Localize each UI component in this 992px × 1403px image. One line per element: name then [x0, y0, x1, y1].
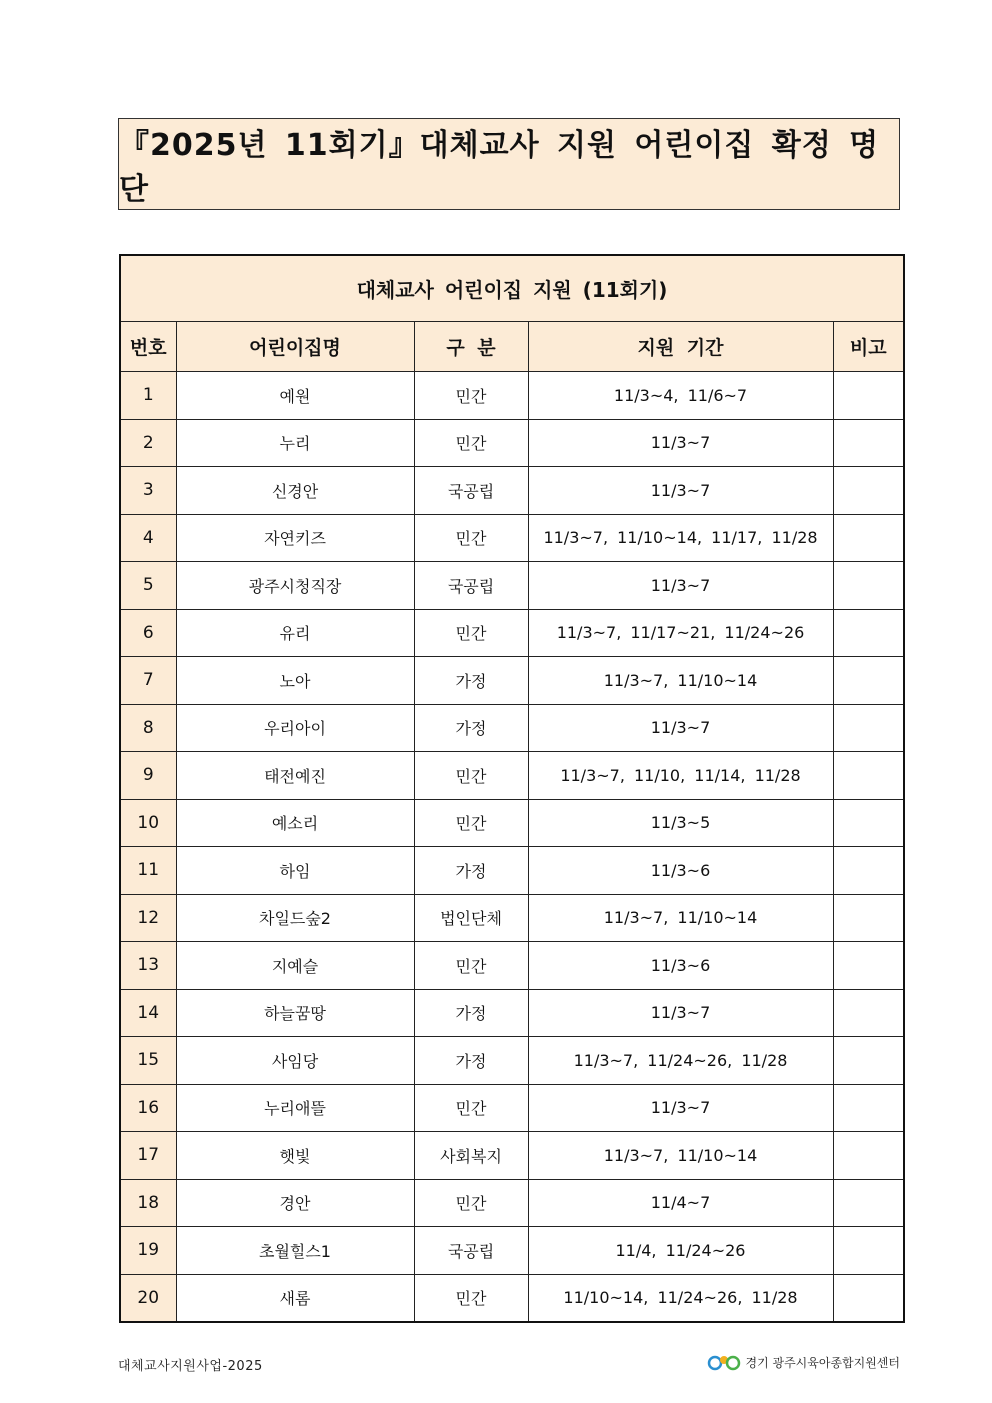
cell-daycare-name: 햇빛	[176, 1132, 414, 1180]
cell-number: 9	[120, 752, 176, 800]
table-row	[120, 1084, 904, 1132]
table-row	[120, 799, 904, 847]
cell-type: 민간	[414, 799, 528, 847]
cell-number: 2	[120, 419, 176, 467]
cell-daycare-name: 자연키즈	[176, 514, 414, 562]
cell-note	[833, 752, 904, 800]
cell-number: 19	[120, 1227, 176, 1275]
cell-daycare-name: 누리	[176, 419, 414, 467]
cell-daycare-name: 광주시청직장	[176, 562, 414, 610]
column-header-name: 어린이집명	[176, 322, 414, 372]
cell-type: 민간	[414, 372, 528, 420]
cell-note	[833, 1084, 904, 1132]
cell-daycare-name: 하늘꿈땅	[176, 989, 414, 1037]
cell-support-period: 11/3~7	[528, 562, 833, 610]
cell-note	[833, 419, 904, 467]
cell-type: 민간	[414, 609, 528, 657]
table-row	[120, 1037, 904, 1085]
cell-number: 5	[120, 562, 176, 610]
cell-number: 7	[120, 657, 176, 705]
cell-number: 10	[120, 799, 176, 847]
cell-note	[833, 942, 904, 990]
cell-support-period: 11/3~7, 11/10~14	[528, 1132, 833, 1180]
cell-support-period: 11/3~7, 11/17~21, 11/24~26	[528, 609, 833, 657]
cell-note	[833, 609, 904, 657]
cell-note	[833, 1037, 904, 1085]
cell-type: 가정	[414, 989, 528, 1037]
cell-daycare-name: 지예슬	[176, 942, 414, 990]
cell-support-period: 11/3~7	[528, 467, 833, 515]
table-row	[120, 894, 904, 942]
cell-daycare-name: 누리애뜰	[176, 1084, 414, 1132]
cell-note	[833, 1227, 904, 1275]
center-logo-icon	[707, 1353, 741, 1371]
cell-note	[833, 657, 904, 705]
column-header-number: 번호	[120, 322, 176, 372]
cell-daycare-name: 우리아이	[176, 704, 414, 752]
cell-daycare-name: 새롬	[176, 1274, 414, 1322]
cell-support-period: 11/3~7, 11/10~14	[528, 657, 833, 705]
cell-support-period: 11/4, 11/24~26	[528, 1227, 833, 1275]
cell-type: 민간	[414, 1274, 528, 1322]
cell-number: 12	[120, 894, 176, 942]
cell-type: 가정	[414, 847, 528, 895]
cell-type: 법인단체	[414, 894, 528, 942]
table-caption: 대체교사 어린이집 지원 (11회기)	[120, 255, 904, 322]
cell-daycare-name: 경안	[176, 1179, 414, 1227]
cell-daycare-name: 유리	[176, 609, 414, 657]
table-row	[120, 1274, 904, 1322]
cell-note	[833, 1274, 904, 1322]
cell-number: 4	[120, 514, 176, 562]
cell-note	[833, 372, 904, 420]
cell-type: 사회복지	[414, 1132, 528, 1180]
table-row	[120, 657, 904, 705]
table-row	[120, 752, 904, 800]
cell-support-period: 11/10~14, 11/24~26, 11/28	[528, 1274, 833, 1322]
cell-type: 국공립	[414, 562, 528, 610]
table-row	[120, 1179, 904, 1227]
cell-type: 민간	[414, 752, 528, 800]
cell-type: 가정	[414, 1037, 528, 1085]
cell-number: 20	[120, 1274, 176, 1322]
table-row	[120, 467, 904, 515]
table-row	[120, 847, 904, 895]
cell-daycare-name: 예소리	[176, 799, 414, 847]
cell-support-period: 11/3~4, 11/6~7	[528, 372, 833, 420]
column-header-period: 지원 기간	[528, 322, 833, 372]
cell-support-period: 11/3~7	[528, 704, 833, 752]
table-row	[120, 562, 904, 610]
table-row	[120, 704, 904, 752]
cell-support-period: 11/4~7	[528, 1179, 833, 1227]
cell-number: 1	[120, 372, 176, 420]
table-body	[120, 372, 904, 1323]
cell-type: 민간	[414, 1084, 528, 1132]
cell-support-period: 11/3~7	[528, 989, 833, 1037]
cell-type: 가정	[414, 657, 528, 705]
cell-number: 16	[120, 1084, 176, 1132]
cell-note	[833, 1132, 904, 1180]
table-row	[120, 942, 904, 990]
cell-note	[833, 467, 904, 515]
cell-number: 14	[120, 989, 176, 1037]
cell-support-period: 11/3~7, 11/10~14, 11/17, 11/28	[528, 514, 833, 562]
cell-note	[833, 847, 904, 895]
cell-number: 15	[120, 1037, 176, 1085]
cell-note	[833, 989, 904, 1037]
cell-note	[833, 1179, 904, 1227]
footer-project-label: 대체교사지원사업-2025	[118, 1359, 263, 1374]
footer-organization-name: 경기 광주시육아종합지원센터	[745, 1355, 900, 1370]
cell-note	[833, 562, 904, 610]
cell-daycare-name: 하임	[176, 847, 414, 895]
cell-number: 13	[120, 942, 176, 990]
document-title: 『2025년 11회기』대체교사 지원 어린이집 확정 명단	[119, 128, 880, 207]
cell-number: 3	[120, 467, 176, 515]
cell-support-period: 11/3~7, 11/10, 11/14, 11/28	[528, 752, 833, 800]
cell-daycare-name: 차일드숲2	[176, 894, 414, 942]
cell-daycare-name: 예원	[176, 372, 414, 420]
table-row	[120, 372, 904, 420]
cell-support-period: 11/3~5	[528, 799, 833, 847]
column-header-note: 비고	[833, 322, 904, 372]
table-row	[120, 989, 904, 1037]
cell-daycare-name: 노아	[176, 657, 414, 705]
roster-table	[119, 254, 905, 1323]
cell-note	[833, 799, 904, 847]
table-row	[120, 514, 904, 562]
cell-note	[833, 894, 904, 942]
table-row	[120, 609, 904, 657]
table-row	[120, 1132, 904, 1180]
cell-number: 6	[120, 609, 176, 657]
cell-type: 국공립	[414, 467, 528, 515]
column-header-type: 구 분	[414, 322, 528, 372]
cell-type: 가정	[414, 704, 528, 752]
cell-number: 17	[120, 1132, 176, 1180]
cell-type: 민간	[414, 942, 528, 990]
cell-number: 18	[120, 1179, 176, 1227]
table-row	[120, 419, 904, 467]
cell-support-period: 11/3~6	[528, 942, 833, 990]
cell-support-period: 11/3~7	[528, 1084, 833, 1132]
cell-number: 8	[120, 704, 176, 752]
cell-daycare-name: 사임당	[176, 1037, 414, 1085]
document-title-box	[118, 118, 900, 210]
cell-type: 민간	[414, 419, 528, 467]
cell-note	[833, 704, 904, 752]
cell-daycare-name: 초월힐스1	[176, 1227, 414, 1275]
cell-support-period: 11/3~7, 11/24~26, 11/28	[528, 1037, 833, 1085]
footer-organization	[707, 1353, 900, 1371]
cell-number: 11	[120, 847, 176, 895]
table-header-row	[120, 322, 904, 372]
cell-note	[833, 514, 904, 562]
cell-type: 국공립	[414, 1227, 528, 1275]
table-row	[120, 1227, 904, 1275]
cell-support-period: 11/3~6	[528, 847, 833, 895]
cell-support-period: 11/3~7, 11/10~14	[528, 894, 833, 942]
cell-support-period: 11/3~7	[528, 419, 833, 467]
cell-type: 민간	[414, 1179, 528, 1227]
cell-daycare-name: 태전예진	[176, 752, 414, 800]
cell-daycare-name: 신경안	[176, 467, 414, 515]
cell-type: 민간	[414, 514, 528, 562]
